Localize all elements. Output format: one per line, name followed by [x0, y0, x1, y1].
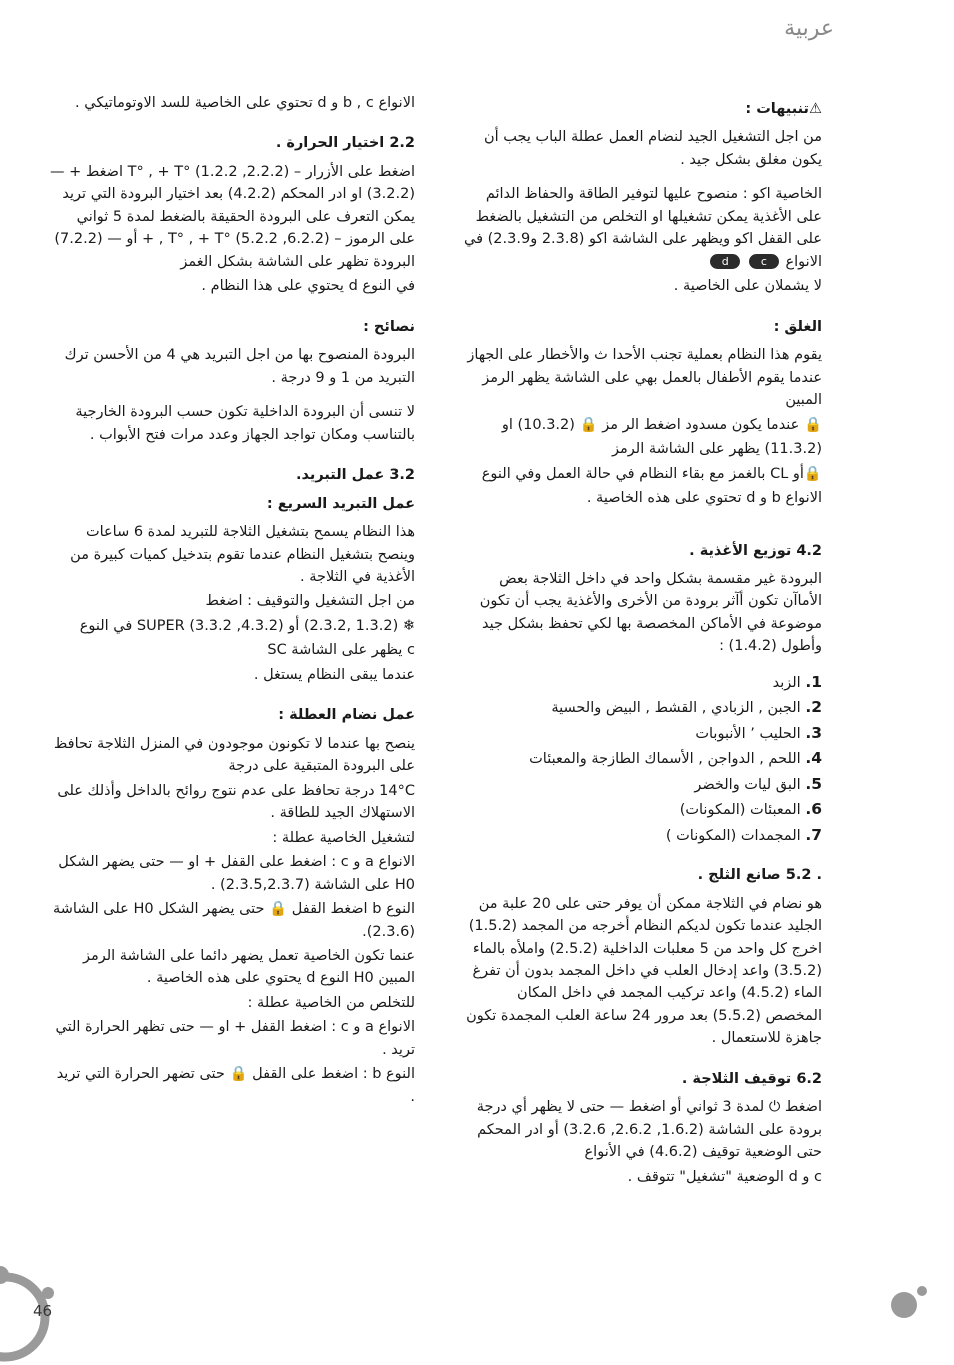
list-item: 5. البق ليات والخضر: [694, 774, 822, 793]
ice-maker-title: . 5.2 صانع الثلج .: [697, 867, 822, 884]
fast-cooling-text: هذا النظام يسمح بتشغيل الثلاجة للتبريد لمدة 6 ساعات وينصح بتشغيل النظام عندما تقوم بتدخيل كميات كبيرة من الأغذية في الثلاجة .: [70, 524, 415, 585]
distribution-text: البرودة غير مقسمة بشكل واحد في داخل الثلاجة بعض الأماآن تكون أآثر برودة من الأخرى والأغذية يجب أن تكون موضوعة في الأماكن المخصصة بها لكي تحفظ بشكل جيد وأطول (1.4.2) :: [479, 570, 822, 655]
lock-text: يقوم هذا النظام بعملية تجنب الأحدا ث والأخطار على الجهاز عندما يقوم الأطفال بالعمل بهي على الشاشة يظهر الرمز المبين: [467, 347, 822, 409]
list-item: 2. الجبن , الزبادي , القشط , البيض والحسية: [551, 698, 822, 717]
lock-title: الغلق :: [773, 318, 822, 335]
right-column: [462, 92, 822, 1190]
holiday-text-9: النوع b : اضغط على القفل 🔒 حتى تضهر الحرارة التي تريد .: [56, 1066, 415, 1105]
temperature-text: اضغط على الأزرار – T° , + T° (1.2.2 ,2.2.2) اضغط + — (3.2.2) او ادر المحكم (4.2.2) بعد اختيار البرودة التي تريد يمكن التعرف على البرودة الحقيقة بالضغط لمدة 5 ثواني على الرموز – T° , + T° (5.2.2 ,6.2.2) , + أو — (7.2.2) البرودة تظهر على الشاشة بشكل الغمز: [50, 163, 415, 270]
holiday-text-7: للتخلص من الخاصية عطلة :: [247, 994, 415, 1011]
lock-text-3: (11.3.2) يظهر على الشاشة الرمز: [612, 441, 822, 458]
holiday-title: عمل نضام العطلة :: [278, 707, 415, 724]
lock-text-2: 🔒 عندما يكون مسدود اضغط الر مز 🔒 (10.3.2) او: [501, 416, 822, 433]
eco-text: [462, 183, 822, 273]
tips-title: نصائح :: [363, 318, 415, 335]
eco-text-2: لا يشملان على الخاصية .: [673, 278, 822, 295]
ice-maker-text: هو نضام في الثلاجة ممكن أن يوفر حتى على 20 علبة من الجليد عندما تكون لديكم النظام أخرجه من المجمد (1.5.2) اخرج كل واحد من 5 معلبات الداخلية (2.5.2) واملأه بالماء (3.5.2) واعد إدخال العلب في داخل المجمد بدون أن تفرغ الماء (4.5.2) واعد تركيب المجمد في داخل المكان المخصص (5.5.2) بعد مرور 24 ساعة العلب المجمدة تكون جاهزة للاستعمال .: [466, 895, 822, 1047]
lock-text-5: الانواع b و d تحتوي على هذه الخاصية .: [586, 490, 822, 507]
eco-text-main: الخاصية اكو : منصوح عليها لتوفير الطاقة والحفاظ الدائم على الأغذية يمكن تشغيلها او التخلص من التشغيل بالضغط على القفل اكو ويظهر على الشاشة اكو (2.3.8 و2.3.9) في الانواع: [463, 186, 822, 270]
holiday-text-4: الانواع a و c : اضغط على القفل + او — حتى يضهر الشكل H0 على الشاشة (2.3.5,2.3.7) .: [58, 854, 415, 893]
fast-cooling-text-3: ❄ (1.3.2 ,2.3.2) أو SUPER (3.3.2 ,4.3.2) في النوع: [79, 617, 415, 634]
intro-text: الانواع b , c و d تحتوي على الخاصية للسد الاوتوماتيكي .: [75, 95, 415, 111]
temperature-text-2: في النوع d يحتوي على هذا النظام .: [201, 278, 415, 295]
holiday-text: ينصح بها عندما لا تكونون موجودون في المنزل الثلاجة تحافظ على البرودة المتبقية على درجة: [53, 735, 415, 775]
fast-cooling-title: عمل التبريد السريع :: [266, 495, 415, 512]
list-item: 7. المجمدات (المكونات ): [665, 825, 822, 844]
lock-text-4: 🔒أو CL بالغمز مع بقاء النظام في حالة العمل وفي النوع: [481, 465, 822, 482]
cooling-title: 3.2 عمل التبريد.: [296, 467, 415, 484]
list-item: 6. المعبئات (المكونات): [679, 800, 822, 819]
distribution-title: 4.2 توزيع الأغذية .: [689, 542, 822, 559]
temperature-title: 2.2 اختيار الحرارة .: [275, 135, 415, 152]
fast-cooling-text-4: c يظهر على الشاشة SC: [267, 642, 415, 659]
fast-cooling-text-2: من اجل التشغيل والتوقيف : اضغط: [205, 593, 415, 610]
stop-text: اضغط ⏻ لمدة 3 ثواني أو اضغط — حتى لا يظهر أي درجة برودة على الشاشة (1.6.2, 2.6.2, 3.2.6) أو ادر المحكم حتى الوضعية توقيف (4.6.2) في الأنواع: [476, 1099, 822, 1161]
holiday-text-2: 14°C درجة تحافظ على عدم نتوج روائح بالداخل وأذلك على الاستهلاك الجيد للطاقة .: [57, 782, 415, 822]
type-badge-c: c: [749, 254, 779, 269]
tips-text: البرودة المنصوح بها من اجل التبريد هي 4 من الأحسن ترك التبريد من 1 و 9 درجة .: [64, 347, 415, 386]
decorative-dots-icon: [886, 1283, 936, 1323]
tips-text-2: لا تنسى أن البرودة الداخلية تكون حسب البرودة الخارجية بالتناسب ومكان تواجد الجهاز وعدد مرات فتح الأبواب .: [75, 404, 415, 443]
list-item: 1. الزبد: [772, 672, 822, 691]
warnings-title: ⚠تنبيهات :: [745, 101, 822, 117]
stop-text-2: c و d الوضعية "تشغيل" تتوقف .: [627, 1168, 822, 1185]
stop-title: 6.2 توقيف الثلاجة .: [681, 1070, 822, 1087]
warnings-text: من اجل التشغيل الجيد لنضام العمل عطلة الباب يجب أن يكون مغلق بشكل جيد .: [483, 129, 822, 168]
holiday-text-5: النوع b اضغط القفل 🔒 حتى يضهر الشكل H0 على الشاشة (2.3.6).: [52, 901, 415, 940]
page-number: 46: [33, 1302, 53, 1320]
holiday-text-6: عنما تكون الخاصية تعمل يضهر دائما على الشاشة الرمز المبين H0 النوع d يحتوي على هذه الخاصية .: [82, 948, 415, 987]
language-label: عربية: [784, 16, 834, 41]
list-item: 4. اللحم , الدواجن , الأسماك الطازجة والمعبئات: [529, 749, 822, 768]
type-badge-d: d: [710, 254, 740, 269]
holiday-text-3: لتشغيل الخاصية عطلة :: [272, 829, 415, 846]
left-column: [50, 92, 415, 1110]
holiday-text-8: الانواع a و c : اضغط القفل + او — حتى تظهر الحرارة التي تريد .: [55, 1019, 415, 1058]
food-list: [462, 670, 822, 847]
list-item: 3. الحليب ’ الأنبوبات: [695, 723, 822, 742]
fast-cooling-text-5: عندما يبقى النظام يستغل .: [253, 666, 415, 683]
